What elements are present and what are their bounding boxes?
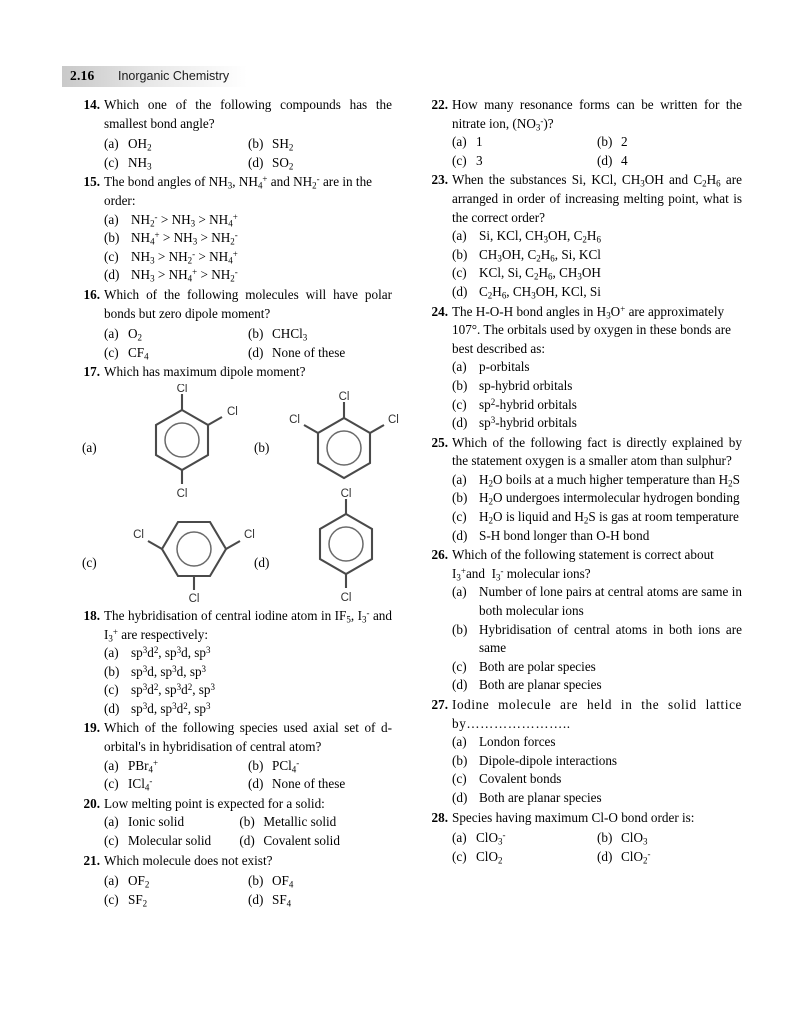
option-label: (d) xyxy=(452,283,468,299)
option-text: KCl, Si, $C_2H_6$, $CH_3OH$ xyxy=(479,265,601,282)
option-text: $sp^3d^2$, $sp^3d$, $sp^3$ xyxy=(131,644,211,661)
option-c[interactable] xyxy=(104,681,392,700)
structure-a-124-trichlorobenzene xyxy=(124,384,254,502)
page-number: 2.16 xyxy=(70,68,95,83)
option-a[interactable] xyxy=(452,583,742,620)
option-text: Covalent solid xyxy=(263,833,340,849)
question-text: Low melting point is expected for a solid: xyxy=(104,795,325,811)
option-row xyxy=(104,775,392,794)
option-row xyxy=(452,152,742,171)
option-b[interactable] xyxy=(452,752,742,771)
question-23 xyxy=(424,171,742,301)
options-list xyxy=(452,358,742,432)
cl-label: Cl xyxy=(176,487,188,500)
option-row xyxy=(104,154,392,173)
option-label: (a) xyxy=(452,471,467,487)
options-list xyxy=(104,644,392,718)
question-22 xyxy=(424,96,742,170)
option-label: (c) xyxy=(104,344,119,360)
question-14 xyxy=(76,96,392,172)
option-label: (a) xyxy=(452,228,467,244)
option-d[interactable] xyxy=(248,891,392,910)
options-list xyxy=(452,471,742,545)
option-label: (b) xyxy=(239,814,255,830)
option-row xyxy=(104,832,392,851)
option-text: $H_2O$ is liquid and $H_2S$ is gas at room temperature xyxy=(479,509,739,526)
option-label: (c) xyxy=(452,152,467,168)
option-a[interactable] xyxy=(104,813,239,832)
question-number: 21. xyxy=(83,852,100,868)
option-label: (c) xyxy=(452,396,467,412)
question-number: 27. xyxy=(431,697,448,712)
option-text: $OH_2$ xyxy=(128,136,152,153)
cl-label: Cl xyxy=(227,405,238,418)
option-label: (d) xyxy=(452,415,468,431)
option-d[interactable] xyxy=(248,775,392,794)
option-b[interactable] xyxy=(452,489,742,508)
option-b[interactable] xyxy=(452,621,742,658)
option-a[interactable] xyxy=(452,358,742,377)
option-text: $sp^3d$, $sp^3d^2$, $sp^3$ xyxy=(131,700,211,716)
option-text: $NH_3 > NH_4^+ > NH_2^-$ xyxy=(131,267,238,284)
option-d[interactable] xyxy=(452,414,742,433)
option-label: (b) xyxy=(104,663,120,679)
option-text: $H_2O$ undergoes intermolecular hydrogen bonding xyxy=(479,490,740,507)
option-a[interactable] xyxy=(452,829,597,848)
option-text: $SH_2$ xyxy=(272,136,294,153)
option-c[interactable] xyxy=(452,658,742,677)
option-label: (c) xyxy=(452,771,467,787)
option-text: $NH_3$ xyxy=(128,154,152,172)
option-label: (c) xyxy=(452,848,467,864)
option-label: (c) xyxy=(104,776,119,792)
option-text: Covalent bonds xyxy=(479,771,562,787)
options-list xyxy=(452,227,742,301)
cl-label: Cl xyxy=(176,383,188,395)
option-label: (b) xyxy=(452,377,468,393)
cl-label: Cl xyxy=(188,592,200,605)
option-d[interactable] xyxy=(248,344,392,363)
cl-label: Cl xyxy=(289,413,300,426)
option-b[interactable] xyxy=(239,813,392,832)
question-15 xyxy=(76,173,392,285)
question-number: 17. xyxy=(83,364,100,380)
option-label: (b) xyxy=(452,621,468,637)
option-b[interactable] xyxy=(452,246,742,265)
option-text: $C_2H_6$, $CH_3OH$, KCl, Si xyxy=(479,283,601,301)
option-row xyxy=(104,757,392,776)
option-text: p-orbitals xyxy=(479,359,530,375)
option-text: Ionic solid xyxy=(128,814,185,830)
option-c[interactable] xyxy=(104,775,248,794)
question-21 xyxy=(76,852,392,910)
options-list xyxy=(452,829,742,866)
option-d[interactable] xyxy=(104,266,392,285)
option-text: $CH_3OH$, $C_2H_6$, Si, KCl xyxy=(479,246,601,264)
question-16 xyxy=(76,286,392,362)
option-text: Molecular solid xyxy=(128,833,212,849)
option-text: Dipole-dipole interactions xyxy=(479,752,618,768)
option-row xyxy=(452,829,742,848)
option-a[interactable] xyxy=(104,325,248,344)
option-label: (b) xyxy=(248,757,264,773)
question-number: 14. xyxy=(83,97,100,112)
option-row xyxy=(104,813,392,832)
option-label: (d) xyxy=(239,833,255,849)
structure-c-135-trichlorobenzene xyxy=(124,496,269,606)
option-row xyxy=(452,133,742,152)
option-label: (d) xyxy=(597,848,613,864)
question-text: Which has maximum dipole moment? xyxy=(104,364,306,380)
option-label: (a) xyxy=(104,757,119,773)
option-text: 4 xyxy=(621,152,628,168)
question-number: 25. xyxy=(431,434,448,450)
option-d[interactable] xyxy=(452,676,742,695)
question-number: 24. xyxy=(431,303,448,319)
question-number: 15. xyxy=(83,174,100,190)
option-label: (d) xyxy=(452,789,468,805)
structure-figure xyxy=(82,383,420,606)
option-text: $NH_3 > NH_2^- > NH_4^+$ xyxy=(131,248,238,266)
question-20 xyxy=(76,795,392,851)
question-text: Which of the following statement is correct about $I_3^+and$ $I_3^-$ molecular ions? xyxy=(452,547,714,583)
option-text: $OF_2$ xyxy=(128,873,150,890)
option-c[interactable] xyxy=(452,152,597,171)
question-24 xyxy=(424,303,742,433)
option-text: S-H bond longer than O-H bond xyxy=(479,527,650,543)
options-list xyxy=(104,872,392,909)
option-label: (c) xyxy=(452,265,467,281)
options-list xyxy=(104,211,392,285)
option-c[interactable] xyxy=(452,508,742,527)
option-label: (a) xyxy=(104,136,119,152)
option-label: (b) xyxy=(248,326,264,342)
option-c[interactable] xyxy=(104,154,248,173)
option-a[interactable] xyxy=(104,211,392,230)
option-text: $SO_2$ xyxy=(272,154,294,172)
option-label: (b) xyxy=(248,873,264,889)
question-number: 23. xyxy=(431,172,448,188)
option-text: PBr$_4$+ xyxy=(128,757,159,775)
question-text: The H-O-H bond angles in $H_3O^+$ are approximately 107°. The orbitals used by oxygen in these bonds are best described as: xyxy=(452,303,731,356)
option-label: (c) xyxy=(104,154,119,170)
options-list xyxy=(104,813,392,850)
structure-c-label: (c) xyxy=(82,554,97,570)
option-row xyxy=(104,135,392,154)
page-header xyxy=(62,66,392,87)
question-text: When the substances Si, KCl, $CH_3OH$ and $C_2H_6$ are arranged in order of increasing melting point, what is the correct order? xyxy=(452,172,742,225)
question-text: Iodine molecule are held in the solid lattice by………………….. xyxy=(452,697,742,731)
question-26 xyxy=(424,546,742,695)
option-a[interactable] xyxy=(452,471,742,490)
options-list xyxy=(452,583,742,695)
option-b[interactable] xyxy=(104,663,392,682)
option-d[interactable] xyxy=(597,152,742,171)
options-list xyxy=(104,325,392,362)
option-label: (d) xyxy=(452,677,468,693)
question-18 xyxy=(76,607,392,719)
question-text: Which molecule does not exist? xyxy=(104,852,273,868)
option-text: 2 xyxy=(621,134,628,150)
option-text: None of these xyxy=(272,776,346,792)
cl-label: Cl xyxy=(133,528,144,541)
option-label: (c) xyxy=(104,891,119,907)
option-label: (d) xyxy=(104,267,120,283)
question-text: Which one of the following compounds has the smallest bond angle? xyxy=(104,97,392,131)
question-28 xyxy=(424,809,742,867)
option-label: (c) xyxy=(452,509,467,525)
option-a[interactable] xyxy=(452,133,597,152)
option-text: $NH_2^- > NH_3 > NH_4^+$ xyxy=(131,211,238,229)
option-label: (c) xyxy=(104,248,119,264)
option-d[interactable] xyxy=(239,832,392,851)
option-label: (a) xyxy=(104,814,119,830)
option-text: Metallic solid xyxy=(263,814,337,830)
option-text: $OF_4$ xyxy=(272,873,294,890)
option-b[interactable] xyxy=(248,872,392,891)
option-text: London forces xyxy=(479,734,556,750)
question-17 xyxy=(76,363,399,606)
option-text: Both are planar species xyxy=(479,677,602,693)
option-label: (b) xyxy=(597,134,613,150)
cl-label: Cl xyxy=(244,528,255,541)
option-label: (a) xyxy=(104,645,119,661)
option-text: 3 xyxy=(476,152,483,168)
option-row xyxy=(104,872,392,891)
question-27 xyxy=(424,696,742,808)
question-number: 20. xyxy=(83,795,100,811)
option-label: (a) xyxy=(104,326,119,342)
question-25 xyxy=(424,434,742,546)
options-list xyxy=(104,757,392,794)
option-label: (d) xyxy=(248,344,264,360)
option-label: (b) xyxy=(452,246,468,262)
option-b[interactable] xyxy=(104,229,392,248)
option-text: ICl$_4$- xyxy=(128,776,153,793)
question-text: How many resonance forms can be written for the nitrate ion, $(NO_3^-)$? xyxy=(452,97,742,133)
option-text: ClO$_2$ xyxy=(476,848,503,866)
option-c[interactable] xyxy=(452,264,742,283)
question-number: 28. xyxy=(431,809,448,825)
option-text: Number of lone pairs at central atoms are same in both molecular ions xyxy=(479,584,742,619)
option-text: $SF_2$ xyxy=(128,891,148,909)
option-b[interactable] xyxy=(248,757,392,776)
option-d[interactable] xyxy=(104,700,392,719)
option-label: (d) xyxy=(248,891,264,907)
option-label: (a) xyxy=(452,584,467,600)
option-label: (b) xyxy=(452,490,468,506)
option-text: $sp^3d^2$, $sp^3d^2$, $sp^3$ xyxy=(131,682,215,698)
option-text: $SF_4$ xyxy=(272,891,292,909)
cl-label: Cl xyxy=(338,390,350,403)
options-list xyxy=(104,135,392,172)
structure-d-14-dichlorobenzene xyxy=(290,484,410,606)
option-row xyxy=(104,891,392,910)
option-c[interactable] xyxy=(104,832,239,851)
option-label: (a) xyxy=(452,734,467,750)
right-column xyxy=(424,96,742,867)
option-a[interactable] xyxy=(104,135,248,154)
option-text: sp-hybrid orbitals xyxy=(479,377,573,393)
option-b[interactable] xyxy=(248,135,392,154)
option-label: (d) xyxy=(104,700,120,716)
question-text: The bond angles of $NH_3$, $NH_4^+$ and $NH_2^-$ are in the order: xyxy=(104,174,373,208)
option-text: CHCl$_3$ xyxy=(272,326,308,343)
option-label: (c) xyxy=(104,833,119,849)
option-d[interactable] xyxy=(452,283,742,302)
option-label: (a) xyxy=(452,134,467,150)
option-c[interactable] xyxy=(104,248,392,267)
structure-d-label: (d) xyxy=(254,554,270,570)
option-c[interactable] xyxy=(104,891,248,910)
option-a[interactable] xyxy=(104,872,248,891)
option-row xyxy=(452,848,742,867)
option-label: (b) xyxy=(452,752,468,768)
option-b[interactable] xyxy=(248,325,392,344)
option-text: $sp^3$-hybrid orbitals xyxy=(479,414,577,431)
option-text: $sp^3d$, $sp^3d$, $sp^3$ xyxy=(131,663,207,679)
option-row xyxy=(104,325,392,344)
option-a[interactable] xyxy=(452,227,742,246)
option-text: Si, KCl, $CH_3OH$, $C_2H_6$ xyxy=(479,228,601,245)
option-row xyxy=(104,344,392,363)
left-column xyxy=(76,96,399,910)
option-a[interactable] xyxy=(452,733,742,752)
cl-label: Cl xyxy=(340,487,352,500)
structure-b-label: (b) xyxy=(254,439,270,455)
option-text: 1 xyxy=(476,134,483,150)
question-number: 22. xyxy=(431,97,448,112)
cl-label: Cl xyxy=(388,413,399,426)
option-b[interactable] xyxy=(597,133,742,152)
question-text: The hybridisation of central iodine atom in $IF_5$, $I_3^-$ and $I_3^+$ are respectively: xyxy=(104,607,392,643)
option-label: (c) xyxy=(104,682,119,698)
option-text: $CF_4$ xyxy=(128,344,149,362)
option-label: (c) xyxy=(452,658,467,674)
option-text: None of these xyxy=(272,344,346,360)
option-d[interactable] xyxy=(248,154,392,173)
book-title: Inorganic Chemistry xyxy=(118,69,230,83)
option-label: (d) xyxy=(452,527,468,543)
option-c[interactable] xyxy=(104,344,248,363)
option-label: (d) xyxy=(597,152,613,168)
question-number: 26. xyxy=(431,547,448,563)
option-a[interactable] xyxy=(104,644,392,663)
option-text: $NH_4^+ > NH_3 > NH_2^-$ xyxy=(131,230,238,247)
question-text: Which of the following fact is directly explained by the statement oxygen is a smaller atom than sulphur? xyxy=(452,434,742,469)
question-number: 18. xyxy=(83,607,100,623)
option-label: (a) xyxy=(452,830,467,846)
option-text: ClO$_2$- xyxy=(621,848,651,866)
option-label: (b) xyxy=(104,230,120,246)
question-text: Which of the following molecules will have polar bonds but zero dipole moment? xyxy=(104,286,392,321)
option-text: ClO$_3$ xyxy=(621,830,648,847)
option-label: (d) xyxy=(248,154,264,170)
option-label: (b) xyxy=(248,136,264,152)
option-text: Both are polar species xyxy=(479,658,596,674)
option-label: (a) xyxy=(104,873,119,889)
option-label: (d) xyxy=(248,776,264,792)
option-text: $H_2O$ boils at a much higher temperature than $H_2S$ xyxy=(479,471,740,489)
option-c[interactable] xyxy=(452,396,742,415)
option-text: $sp^2$-hybrid orbitals xyxy=(479,396,577,412)
question-text: Which of the following species used axial set of d-orbital's in hybridisation of central atom? xyxy=(104,720,392,755)
option-text: ClO$_3$- xyxy=(476,830,506,847)
structure-a-label: (a) xyxy=(82,439,97,455)
option-label: (a) xyxy=(104,211,119,227)
option-c[interactable] xyxy=(452,848,597,867)
option-d[interactable] xyxy=(452,527,742,546)
question-number: 19. xyxy=(83,720,100,736)
option-b[interactable] xyxy=(452,377,742,396)
option-text: $O_2$ xyxy=(128,326,143,343)
question-19 xyxy=(76,719,392,793)
option-text: Both are planar species xyxy=(479,789,602,805)
options-list xyxy=(452,133,742,170)
option-c[interactable] xyxy=(452,770,742,789)
option-d[interactable] xyxy=(452,789,742,808)
options-list xyxy=(452,733,742,807)
option-text: PCl$_4$- xyxy=(272,757,300,775)
option-label: (b) xyxy=(597,830,613,846)
cl-label: Cl xyxy=(340,591,352,604)
option-label: (a) xyxy=(452,359,467,375)
option-text: Hybridisation of central atoms in both ions are same xyxy=(479,621,742,656)
option-a[interactable] xyxy=(104,757,248,776)
question-text: Species having maximum Cl-O bond order is: xyxy=(452,809,695,825)
option-d[interactable] xyxy=(597,848,742,867)
question-number: 16. xyxy=(83,286,100,302)
option-b[interactable] xyxy=(597,829,742,848)
